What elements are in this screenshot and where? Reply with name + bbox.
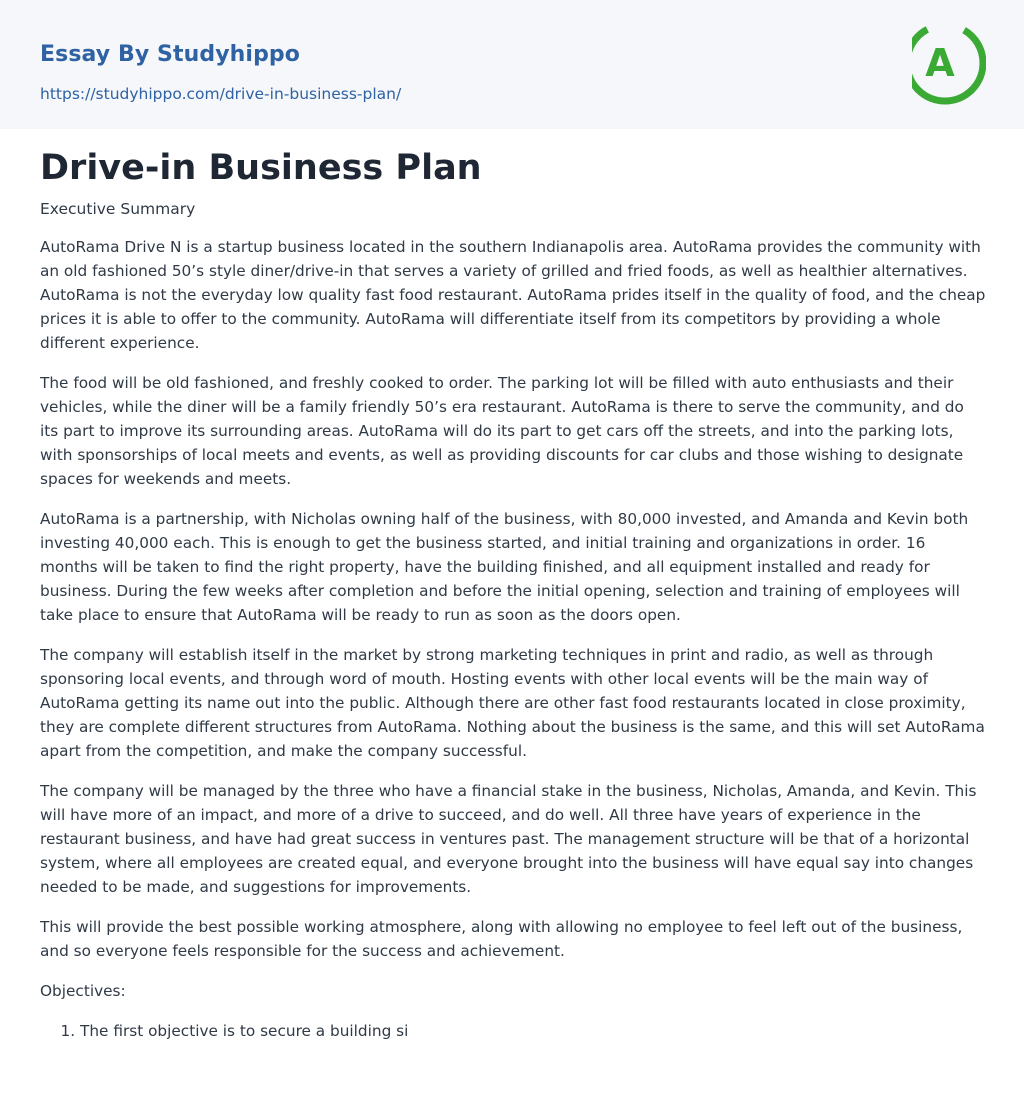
logo-letter: A xyxy=(925,41,955,85)
paragraph: The company will establish itself in the market by strong marketing techniques in print and radio, as well as through sponsoring local events, and through word of mouth. Hosting events with other local events will be the main way of AutoRama getting its name out into the public. Although there are other fast food restaurants located in close proximity, they are complete different structures from AutoRama. Nothing about the business is the same, and this will set AutoRama apart from the competition, and make the company successful. xyxy=(40,646,985,760)
objectives-label: Objectives: xyxy=(40,982,126,1000)
article-body xyxy=(40,235,986,1043)
article-subtitle: Executive Summary xyxy=(40,200,196,218)
article-title: Drive-in Business Plan xyxy=(40,148,482,188)
paragraph: The company will be managed by the three who have a financial stake in the business, Nicholas, Amanda, and Kevin. This will have more of an impact, and more of a drive to succeed, and do well. All three have years of experience in the restaurant business, and have had great success in ventures past. The management structure will be that of a horizontal system, where all employees are created equal, and everyone brought into the business will have equal say into changes needed to be made, and suggestions for improvements. xyxy=(40,782,977,896)
paragraph: This will provide the best possible working atmosphere, along with allowing no employee to feel left out of the business, and so everyone feels responsible for the success and achievement. xyxy=(40,918,963,960)
studyhippo-logo-icon[interactable] xyxy=(912,20,986,106)
paragraph: AutoRama Drive N is a startup business located in the southern Indianapolis area. AutoRama provides the community with an old fashioned 50’s style diner/drive-in that serves a variety of grilled and fried foods, as well as healthier alternatives. AutoRama is not the everyday low quality fast food restaurant. AutoRama prides itself in the quality of food, and the cheap prices it is able to offer to the community. AutoRama will differentiate itself from its competitors by providing a whole different experience. xyxy=(40,238,986,352)
source-url-link[interactable]: https://studyhippo.com/drive-in-business-plan/ xyxy=(40,85,402,103)
objectives-list xyxy=(40,1019,986,1043)
objective-item: 1. The first objective is to secure a building si xyxy=(80,1019,986,1043)
paragraph: AutoRama is a partnership, with Nicholas owning half of the business, with 80,000 invested, and Amanda and Kevin both investing 40,000 each. This is enough to get the business started, and initial training and organizations in order. 16 months will be taken to find the right property, have the building finished, and all equipment installed and ready for business. During the few weeks after completion and before the initial opening, selection and training of employees will take place to ensure that AutoRama will be ready to run as soon as the doors open. xyxy=(40,510,969,624)
site-brand[interactable]: Essay By Studyhippo xyxy=(40,42,300,67)
paragraph: The food will be old fashioned, and freshly cooked to order. The parking lot will be filled with auto enthusiasts and their vehicles, while the diner will be a family friendly 50’s era restaurant. AutoRama is there to serve the community, and do its part to improve its surrounding areas. AutoRama will do its part to get cars off the streets, and into the parking lots, with sponsorships of local meets and events, as well as providing discounts for car clubs and those wishing to designate spaces for weekends and meets. xyxy=(40,374,964,488)
